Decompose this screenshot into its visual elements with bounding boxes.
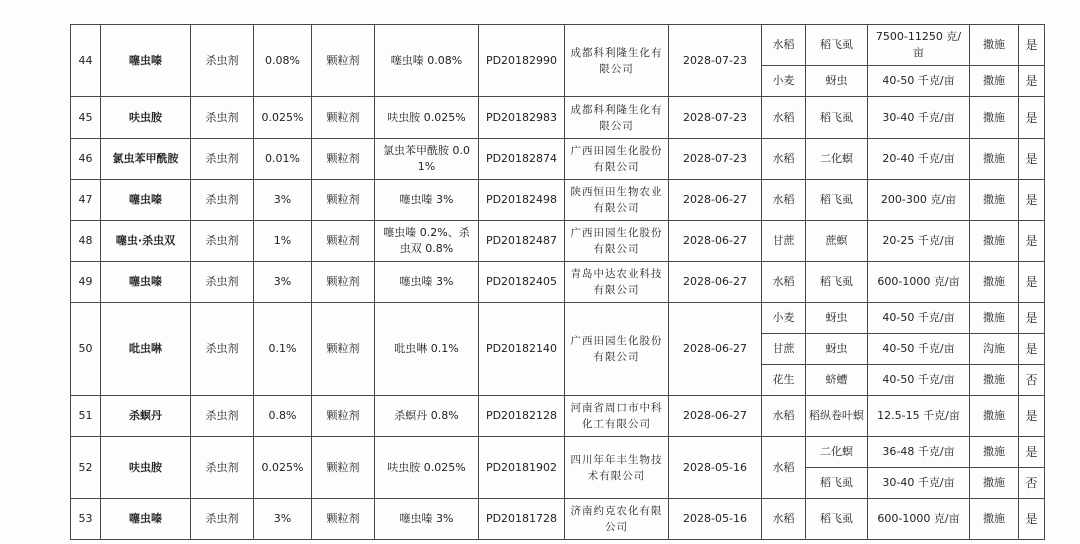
application-method: 撒施 bbox=[970, 66, 1019, 97]
application-method: 撒施 bbox=[970, 262, 1019, 303]
active-ingredient: 呋虫胺 0.025% bbox=[375, 97, 479, 139]
formulation: 颗粒剂 bbox=[312, 303, 375, 396]
target-pest: 稻飞虱 bbox=[806, 262, 868, 303]
crop: 水稻 bbox=[762, 180, 806, 221]
category: 杀虫剂 bbox=[191, 180, 254, 221]
pesticide-registration-table bbox=[70, 24, 1045, 540]
expiry-date: 2028-06-27 bbox=[669, 262, 762, 303]
registration-number: PD20182498 bbox=[479, 180, 565, 221]
dosage: 20-25 千克/亩 bbox=[868, 221, 970, 262]
concentration: 0.1% bbox=[254, 303, 312, 396]
active-ingredient: 呋虫胺 0.025% bbox=[375, 437, 479, 499]
concentration: 0.025% bbox=[254, 97, 312, 139]
company-name: 广西田园生化股份有限公司 bbox=[565, 303, 669, 396]
active-ingredient: 吡虫啉 0.1% bbox=[375, 303, 479, 396]
formulation: 颗粒剂 bbox=[312, 396, 375, 437]
category: 杀虫剂 bbox=[191, 139, 254, 180]
target-pest: 蚜虫 bbox=[806, 66, 868, 97]
crop: 水稻 bbox=[762, 396, 806, 437]
application-method: 撒施 bbox=[970, 25, 1019, 66]
product-name: 噻虫嗪 bbox=[101, 262, 191, 303]
table-row bbox=[71, 25, 1045, 66]
product-name: 噻虫嗪 bbox=[101, 180, 191, 221]
target-pest: 稻飞虱 bbox=[806, 97, 868, 139]
crop: 小麦 bbox=[762, 303, 806, 334]
target-pest: 稻飞虱 bbox=[806, 499, 868, 540]
expiry-date: 2028-06-27 bbox=[669, 180, 762, 221]
dosage: 40-50 千克/亩 bbox=[868, 334, 970, 365]
registration-number: PD20182128 bbox=[479, 396, 565, 437]
table-row bbox=[71, 139, 1045, 180]
dosage: 12.5-15 千克/亩 bbox=[868, 396, 970, 437]
approved-mark: 是 bbox=[1019, 66, 1045, 97]
concentration: 0.8% bbox=[254, 396, 312, 437]
target-pest: 蚜虫 bbox=[806, 303, 868, 334]
company-name: 成都科利隆生化有限公司 bbox=[565, 25, 669, 97]
company-name: 河南省周口市中科化工有限公司 bbox=[565, 396, 669, 437]
target-pest: 二化螟 bbox=[806, 437, 868, 468]
table-row bbox=[71, 303, 1045, 334]
product-name: 杀螟丹 bbox=[101, 396, 191, 437]
category: 杀虫剂 bbox=[191, 262, 254, 303]
registration-number: PD20182405 bbox=[479, 262, 565, 303]
registration-number: PD20182140 bbox=[479, 303, 565, 396]
crop: 水稻 bbox=[762, 437, 806, 499]
formulation: 颗粒剂 bbox=[312, 180, 375, 221]
expiry-date: 2028-05-16 bbox=[669, 437, 762, 499]
crop: 水稻 bbox=[762, 262, 806, 303]
formulation: 颗粒剂 bbox=[312, 437, 375, 499]
dosage: 600-1000 克/亩 bbox=[868, 262, 970, 303]
approved-mark: 是 bbox=[1019, 334, 1045, 365]
approved-mark: 是 bbox=[1019, 499, 1045, 540]
row-number: 48 bbox=[71, 221, 101, 262]
category: 杀虫剂 bbox=[191, 437, 254, 499]
application-method: 撒施 bbox=[970, 221, 1019, 262]
product-name: 噻虫·杀虫双 bbox=[101, 221, 191, 262]
crop: 水稻 bbox=[762, 97, 806, 139]
crop: 水稻 bbox=[762, 499, 806, 540]
crop: 水稻 bbox=[762, 25, 806, 66]
target-pest: 稻飞虱 bbox=[806, 468, 868, 499]
application-method: 撒施 bbox=[970, 303, 1019, 334]
dosage: 200-300 克/亩 bbox=[868, 180, 970, 221]
target-pest: 蔗螟 bbox=[806, 221, 868, 262]
expiry-date: 2028-07-23 bbox=[669, 139, 762, 180]
crop: 甘蔗 bbox=[762, 221, 806, 262]
concentration: 3% bbox=[254, 499, 312, 540]
company-name: 陕西恒田生物农业有限公司 bbox=[565, 180, 669, 221]
category: 杀虫剂 bbox=[191, 97, 254, 139]
table-row bbox=[71, 262, 1045, 303]
dosage: 30-40 千克/亩 bbox=[868, 468, 970, 499]
approved-mark: 否 bbox=[1019, 365, 1045, 396]
formulation: 颗粒剂 bbox=[312, 25, 375, 97]
table-row bbox=[71, 180, 1045, 221]
product-name: 噻虫嗪 bbox=[101, 25, 191, 97]
target-pest: 蚜虫 bbox=[806, 334, 868, 365]
application-method: 撒施 bbox=[970, 396, 1019, 437]
formulation: 颗粒剂 bbox=[312, 221, 375, 262]
application-method: 撒施 bbox=[970, 139, 1019, 180]
company-name: 济南约克农化有限公司 bbox=[565, 499, 669, 540]
table-row bbox=[71, 97, 1045, 139]
dosage: 40-50 千克/亩 bbox=[868, 66, 970, 97]
formulation: 颗粒剂 bbox=[312, 97, 375, 139]
approved-mark: 是 bbox=[1019, 262, 1045, 303]
formulation: 颗粒剂 bbox=[312, 499, 375, 540]
target-pest: 稻飞虱 bbox=[806, 25, 868, 66]
expiry-date: 2028-07-23 bbox=[669, 97, 762, 139]
expiry-date: 2028-06-27 bbox=[669, 221, 762, 262]
row-number: 52 bbox=[71, 437, 101, 499]
product-name: 氯虫苯甲酰胺 bbox=[101, 139, 191, 180]
product-name: 噻虫嗪 bbox=[101, 499, 191, 540]
category: 杀虫剂 bbox=[191, 499, 254, 540]
application-method: 撒施 bbox=[970, 468, 1019, 499]
company-name: 广西田园生化股份有限公司 bbox=[565, 139, 669, 180]
category: 杀虫剂 bbox=[191, 25, 254, 97]
active-ingredient: 噻虫嗪 0.08% bbox=[375, 25, 479, 97]
table-row bbox=[71, 221, 1045, 262]
expiry-date: 2028-05-16 bbox=[669, 499, 762, 540]
product-name: 吡虫啉 bbox=[101, 303, 191, 396]
approved-mark: 是 bbox=[1019, 180, 1045, 221]
row-number: 47 bbox=[71, 180, 101, 221]
concentration: 3% bbox=[254, 180, 312, 221]
expiry-date: 2028-07-23 bbox=[669, 25, 762, 97]
active-ingredient: 噻虫嗪 3% bbox=[375, 499, 479, 540]
dosage: 600-1000 克/亩 bbox=[868, 499, 970, 540]
dosage: 40-50 千克/亩 bbox=[868, 365, 970, 396]
dosage: 30-40 千克/亩 bbox=[868, 97, 970, 139]
registration-number: PD20182990 bbox=[479, 25, 565, 97]
registration-number: PD20182983 bbox=[479, 97, 565, 139]
concentration: 3% bbox=[254, 262, 312, 303]
category: 杀虫剂 bbox=[191, 303, 254, 396]
active-ingredient: 杀螟丹 0.8% bbox=[375, 396, 479, 437]
approved-mark: 否 bbox=[1019, 468, 1045, 499]
application-method: 撒施 bbox=[970, 365, 1019, 396]
concentration: 0.01% bbox=[254, 139, 312, 180]
row-number: 45 bbox=[71, 97, 101, 139]
approved-mark: 是 bbox=[1019, 97, 1045, 139]
approved-mark: 是 bbox=[1019, 437, 1045, 468]
crop: 水稻 bbox=[762, 139, 806, 180]
active-ingredient: 氯虫苯甲酰胺 0.01% bbox=[375, 139, 479, 180]
formulation: 颗粒剂 bbox=[312, 139, 375, 180]
company-name: 广西田园生化股份有限公司 bbox=[565, 221, 669, 262]
category: 杀虫剂 bbox=[191, 396, 254, 437]
row-number: 53 bbox=[71, 499, 101, 540]
crop: 甘蔗 bbox=[762, 334, 806, 365]
expiry-date: 2028-06-27 bbox=[669, 303, 762, 396]
approved-mark: 是 bbox=[1019, 303, 1045, 334]
target-pest: 稻飞虱 bbox=[806, 180, 868, 221]
registration-number: PD20181728 bbox=[479, 499, 565, 540]
active-ingredient: 噻虫嗪 3% bbox=[375, 262, 479, 303]
approved-mark: 是 bbox=[1019, 221, 1045, 262]
active-ingredient: 噻虫嗪 3% bbox=[375, 180, 479, 221]
registration-number: PD20182487 bbox=[479, 221, 565, 262]
row-number: 50 bbox=[71, 303, 101, 396]
concentration: 1% bbox=[254, 221, 312, 262]
table-row bbox=[71, 396, 1045, 437]
application-method: 撒施 bbox=[970, 97, 1019, 139]
dosage: 7500-11250 克/亩 bbox=[868, 25, 970, 66]
target-pest: 二化螟 bbox=[806, 139, 868, 180]
approved-mark: 是 bbox=[1019, 396, 1045, 437]
target-pest: 蛴螬 bbox=[806, 365, 868, 396]
application-method: 沟施 bbox=[970, 334, 1019, 365]
table-row bbox=[71, 499, 1045, 540]
company-name: 成都科利隆生化有限公司 bbox=[565, 97, 669, 139]
registration-number: PD20182874 bbox=[479, 139, 565, 180]
dosage: 40-50 千克/亩 bbox=[868, 303, 970, 334]
concentration: 0.025% bbox=[254, 437, 312, 499]
row-number: 51 bbox=[71, 396, 101, 437]
product-name: 呋虫胺 bbox=[101, 437, 191, 499]
company-name: 四川年年丰生物技术有限公司 bbox=[565, 437, 669, 499]
row-number: 44 bbox=[71, 25, 101, 97]
registration-number: PD20181902 bbox=[479, 437, 565, 499]
formulation: 颗粒剂 bbox=[312, 262, 375, 303]
expiry-date: 2028-06-27 bbox=[669, 396, 762, 437]
active-ingredient: 噻虫嗪 0.2%、杀虫双 0.8% bbox=[375, 221, 479, 262]
category: 杀虫剂 bbox=[191, 221, 254, 262]
company-name: 青岛中达农业科技有限公司 bbox=[565, 262, 669, 303]
approved-mark: 是 bbox=[1019, 139, 1045, 180]
row-number: 46 bbox=[71, 139, 101, 180]
application-method: 撒施 bbox=[970, 437, 1019, 468]
row-number: 49 bbox=[71, 262, 101, 303]
dosage: 36-48 千克/亩 bbox=[868, 437, 970, 468]
application-method: 撒施 bbox=[970, 180, 1019, 221]
dosage: 20-40 千克/亩 bbox=[868, 139, 970, 180]
crop: 小麦 bbox=[762, 66, 806, 97]
concentration: 0.08% bbox=[254, 25, 312, 97]
table-row bbox=[71, 437, 1045, 468]
crop: 花生 bbox=[762, 365, 806, 396]
target-pest: 稻纵卷叶螟 bbox=[806, 396, 868, 437]
approved-mark: 是 bbox=[1019, 25, 1045, 66]
product-name: 呋虫胺 bbox=[101, 97, 191, 139]
application-method: 撒施 bbox=[970, 499, 1019, 540]
